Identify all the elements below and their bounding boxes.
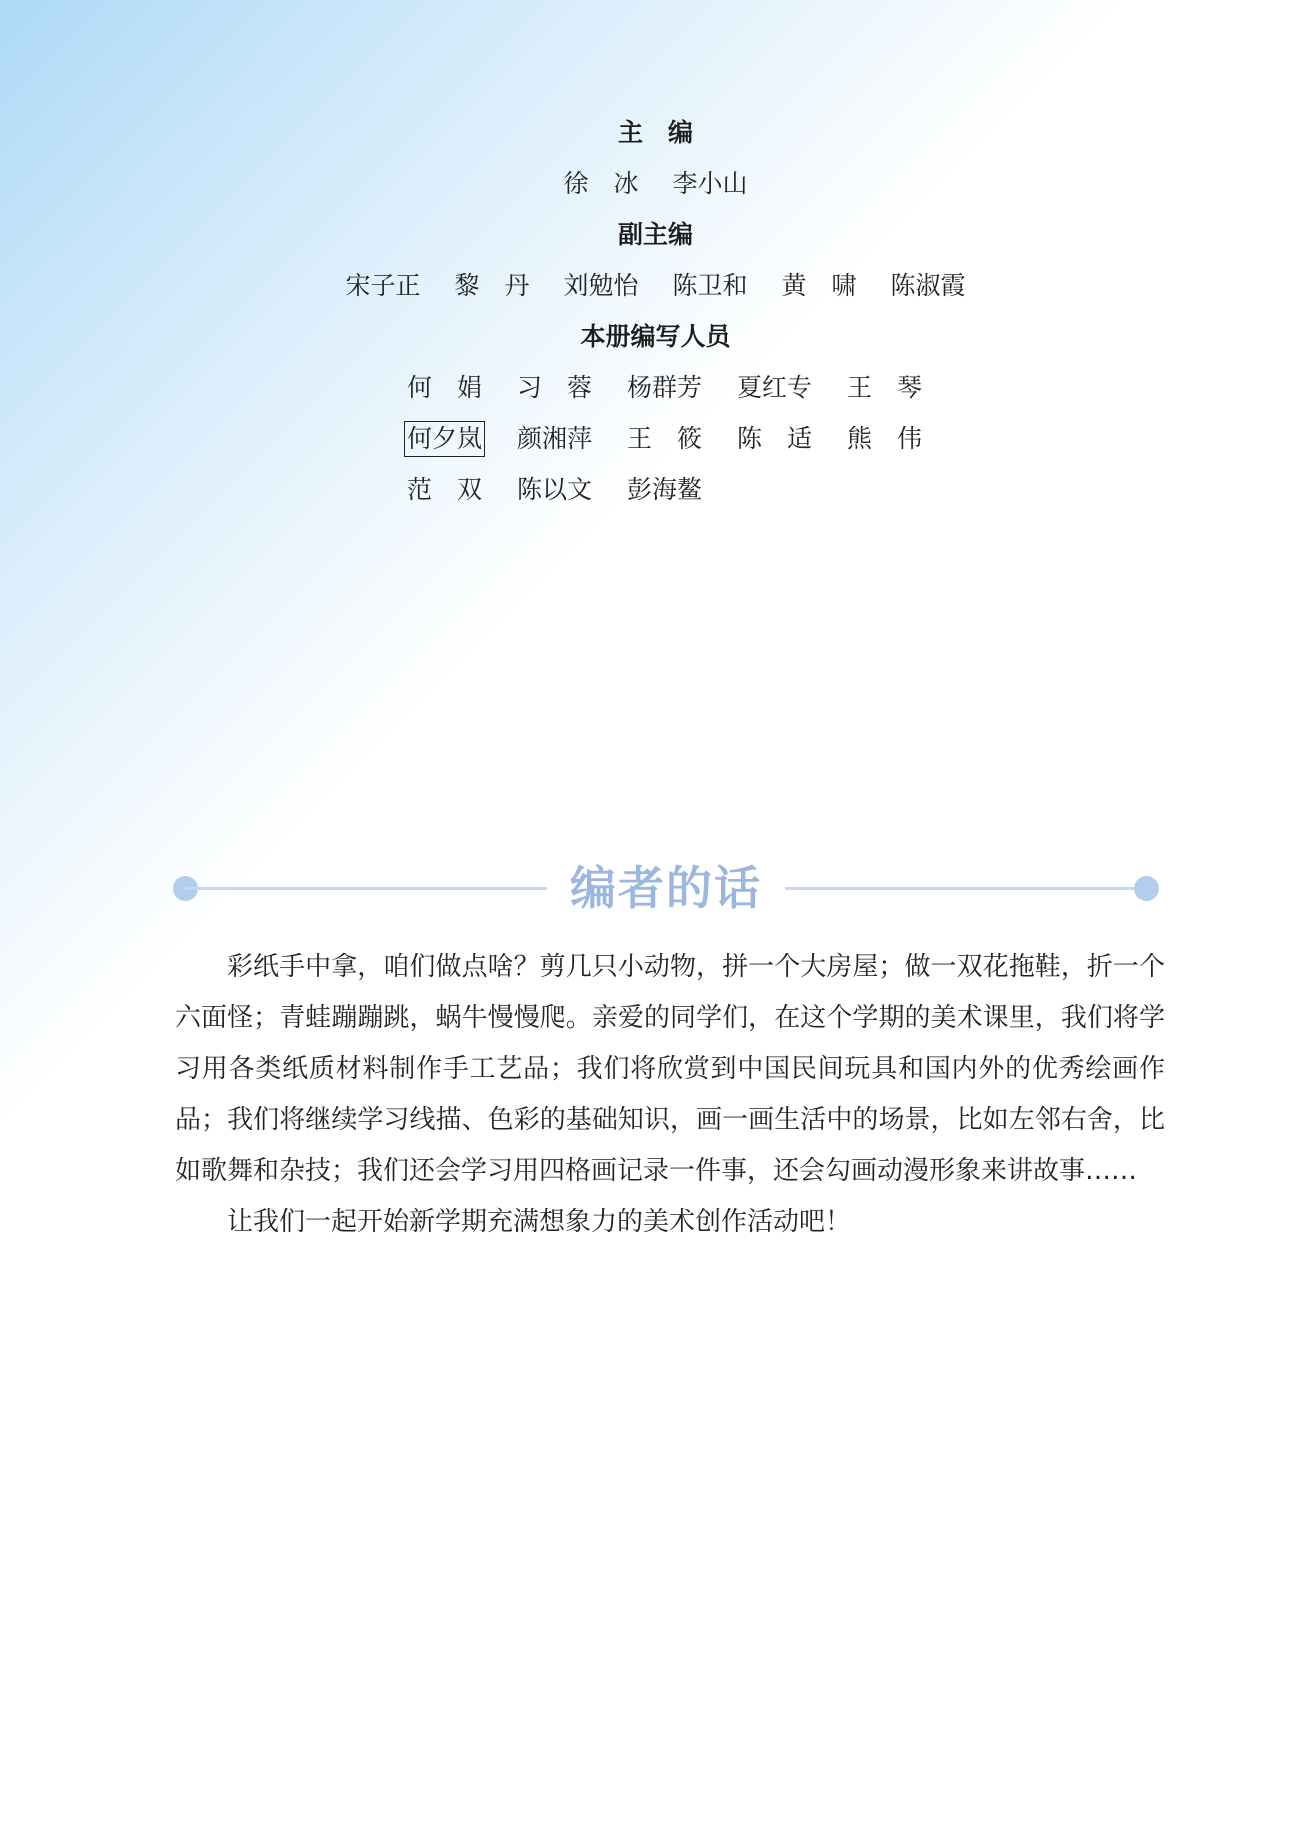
- editor-name: 刘勉怡: [563, 271, 639, 300]
- editor-name: 宋子正: [345, 271, 421, 300]
- writer-name: 王 筱: [627, 424, 703, 453]
- writer-name-boxed: 何夕岚: [407, 424, 483, 453]
- writer-name: 杨群芳: [627, 373, 703, 402]
- writer-name: 夏红专: [737, 373, 813, 402]
- writers-label: 本册编写人员: [580, 322, 731, 351]
- writer-name: 颜湘萍: [517, 424, 593, 453]
- chief-editors-row: [0, 169, 1311, 199]
- deputy-editor-label: 副主编: [617, 220, 693, 249]
- editor-name: 黎 丹: [454, 271, 530, 300]
- writer-name: 陈以文: [517, 475, 593, 504]
- writer-name: 王 琴: [847, 373, 923, 402]
- preface-paragraph: 让我们一起开始新学期充满想象力的美术创作活动吧！: [227, 1207, 852, 1237]
- writer-name: 陈 适: [737, 424, 813, 453]
- preface-title: 编者的话: [570, 861, 762, 915]
- preface-body: [175, 942, 1165, 1248]
- editor-name: 陈卫和: [672, 271, 748, 300]
- writer-name: 范 双: [407, 475, 483, 504]
- writer-name: 习 蓉: [517, 373, 593, 402]
- writer-name: 彭海鳌: [627, 475, 703, 504]
- deputy-editors-row: [0, 271, 1311, 301]
- editor-name: 徐 冰: [563, 169, 639, 198]
- editor-name: 黄 啸: [781, 271, 857, 300]
- editor-name: 陈淑霞: [890, 271, 966, 300]
- preface-header: [173, 858, 1159, 918]
- preface-paragraph: 彩纸手中拿，咱们做点啥？剪几只小动物，拼一个大房屋；做一双花拖鞋，折一个六面怪；青蛙蹦蹦跳，蜗牛慢慢爬。亲爱的同学们，在这个学期的美术课里，我们将学习用各类纸质材料制作手工艺品；我们将欣赏到中国民间玩具和国内外的优秀绘画作品；我们将继续学习线描、色彩的基础知识，画一画生活中的场景，比如左邻右舍，比如歌舞和杂技；我们还会学习用四格画记录一件事，还会勾画动漫形象来讲故事……: [175, 952, 1165, 1186]
- chief-editor-label: 主 编: [617, 118, 693, 147]
- writer-name: 何 娟: [407, 373, 483, 402]
- writer-name: 熊 伟: [847, 424, 923, 453]
- editor-name: 李小山: [672, 169, 748, 198]
